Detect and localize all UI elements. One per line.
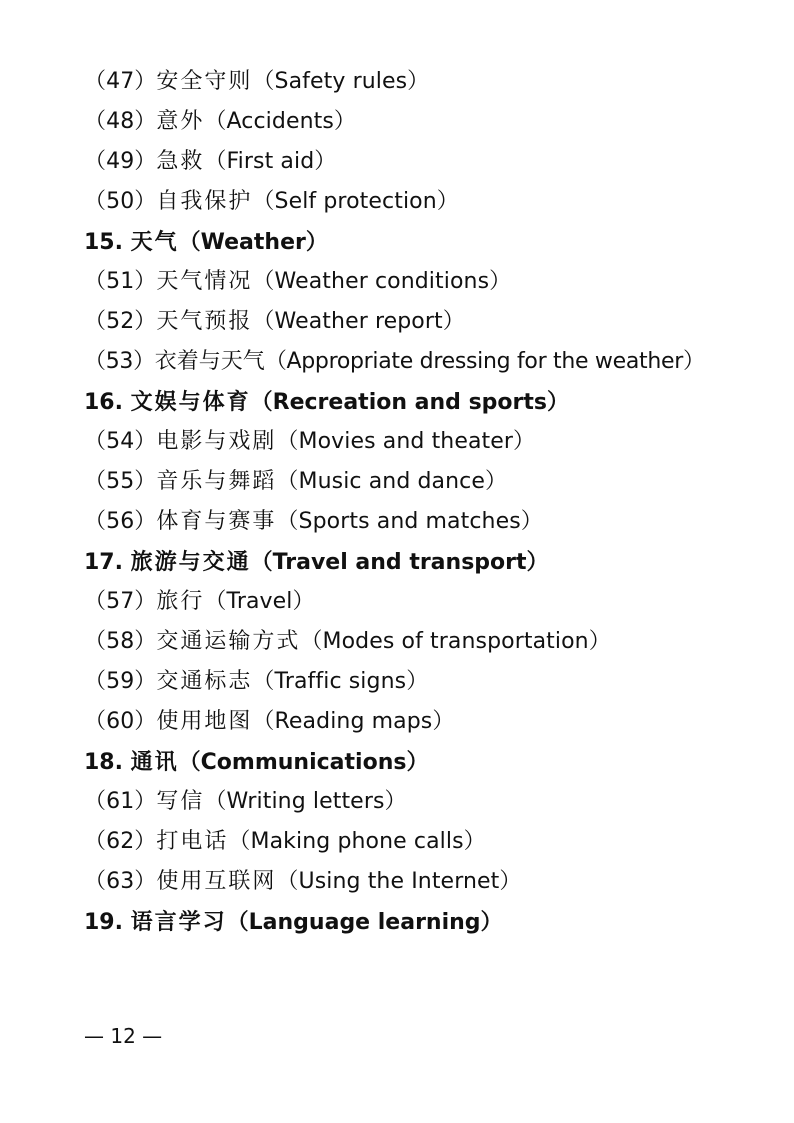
item-number: （49） [84,149,157,174]
list-item [84,582,774,622]
item-number: （53） [84,349,155,374]
item-english-title: （Using the Internet） [276,869,522,894]
item-english-title: （Accidents） [204,109,357,134]
item-english-title: （Movies and theater） [276,429,536,454]
item-chinese-title: 使用互联网 [156,869,277,894]
item-chinese-title: 打电话 [156,829,229,854]
item-number: （63） [84,869,157,894]
item-number: （57） [84,589,157,614]
item-english-title: （Reading maps） [252,709,455,734]
item-number: （47） [84,69,157,94]
heading-chinese-title: 文娱与体育 [130,389,251,415]
item-chinese-title: 天气预报 [156,309,253,334]
item-english-title: （Self protection） [252,189,459,214]
item-chinese-title: 写信 [156,789,205,814]
heading-number: 17. [84,550,131,575]
item-english-title: （Music and dance） [276,469,508,494]
list-item [84,662,774,702]
item-chinese-title: 意外 [156,109,205,134]
item-english-title: （Weather report） [252,309,465,334]
section-heading [84,542,774,582]
heading-chinese-title: 语言学习 [130,909,227,935]
list-item [84,302,774,342]
heading-number: 18. [84,750,131,775]
item-number: （55） [84,469,157,494]
section-heading [84,222,774,262]
heading-english-title: （Language learning） [226,910,503,935]
item-number: （62） [84,829,157,854]
item-chinese-title: 安全守则 [156,69,253,94]
item-english-title: （Making phone calls） [228,829,486,854]
list-item [84,462,774,502]
heading-chinese-title: 通讯 [130,749,179,775]
list-item [84,142,774,182]
heading-english-title: （Communications） [178,750,429,775]
document-page [84,62,774,942]
item-number: （60） [84,709,157,734]
item-chinese-title: 急救 [156,149,205,174]
item-number: （54） [84,429,157,454]
heading-english-title: （Weather） [178,230,328,255]
list-item [84,622,774,662]
item-english-title: （Writing letters） [204,789,407,814]
list-item [84,502,774,542]
item-number: （52） [84,309,157,334]
item-number: （59） [84,669,157,694]
item-number: （56） [84,509,157,534]
list-item [84,62,774,102]
list-item [84,782,774,822]
item-chinese-title: 使用地图 [156,709,253,734]
list-item [84,342,774,382]
section-heading [84,742,774,782]
list-item [84,702,774,742]
item-english-title: （Modes of transportation） [300,629,611,654]
list-item [84,262,774,302]
list-item [84,422,774,462]
item-chinese-title: 旅行 [156,589,205,614]
item-chinese-title: 衣着与天气 [154,349,265,374]
section-heading [84,382,774,422]
item-chinese-title: 交通标志 [156,669,253,694]
item-number: （48） [84,109,157,134]
list-item [84,862,774,902]
heading-english-title: （Travel and transport） [250,550,549,575]
item-english-title: （Travel） [204,589,315,614]
heading-chinese-title: 天气 [130,229,179,255]
item-english-title: （Traffic signs） [252,669,429,694]
item-english-title: （Sports and matches） [276,509,543,534]
list-item [84,102,774,142]
item-number: （51） [84,269,157,294]
item-english-title: （Weather conditions） [252,269,512,294]
page-number: — 12 — [84,1024,163,1048]
heading-english-title: （Recreation and sports） [250,390,570,415]
item-chinese-title: 天气情况 [156,269,253,294]
section-heading [84,902,774,942]
item-chinese-title: 交通运输方式 [156,629,301,654]
item-number: （61） [84,789,157,814]
item-chinese-title: 音乐与舞蹈 [156,469,277,494]
list-item [84,822,774,862]
list-item [84,182,774,222]
heading-chinese-title: 旅游与交通 [130,549,251,575]
heading-number: 19. [84,910,131,935]
item-chinese-title: 体育与赛事 [156,509,277,534]
item-chinese-title: 自我保护 [156,189,253,214]
item-chinese-title: 电影与戏剧 [156,429,277,454]
heading-number: 16. [84,390,131,415]
item-english-title: （Appropriate dressing for the weather） [264,349,705,374]
item-english-title: （Safety rules） [252,69,430,94]
item-number: （58） [84,629,157,654]
item-number: （50） [84,189,157,214]
heading-number: 15. [84,230,131,255]
item-english-title: （First aid） [204,149,337,174]
